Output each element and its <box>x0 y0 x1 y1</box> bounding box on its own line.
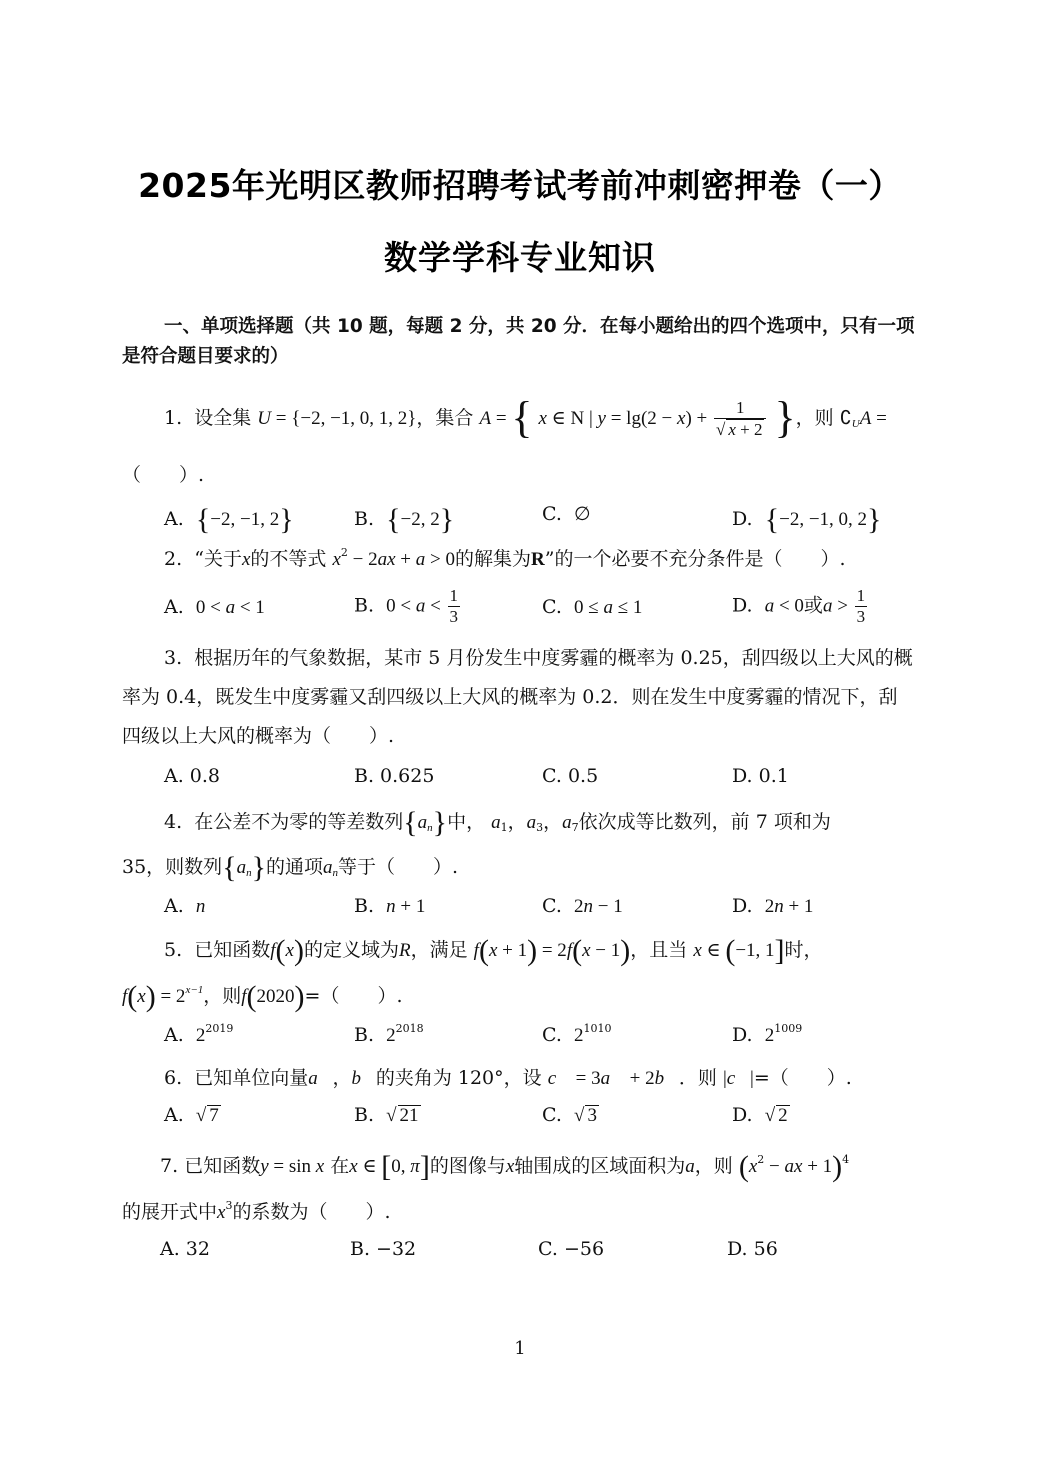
question-7-stem-cont: 的展开式中$x^3$的系数为（ ）. <box>122 1199 391 1223</box>
q6-option-c: C. √ 3 <box>542 1104 597 1126</box>
q5-option-a: A. $2^{2019}$ <box>164 1022 234 1046</box>
question-5-stem-cont: $f(x) = 2^{x-1}$，则f(2020)=（ ）. <box>122 980 403 1013</box>
q4-option-a: A. n <box>164 895 206 917</box>
question-1-stem: 1. 设全集 U = {−2, −1, 0, 1, 2}，集合 A = { x ∈ N | y = lg(2 − x) + $\frac{1}{√ x + 2}$ }，则 $∁_UA$ = <box>164 393 887 442</box>
q4-option-b: B. n + 1 <box>354 895 426 917</box>
q7-option-c: C. −56 <box>538 1238 605 1260</box>
q1-option-a: A. {−2, −1, 2} <box>164 503 294 536</box>
question-4-stem: 4. 在公差不为零的等差数列$\{a_n\}$中， $a_1$，$a_3$，$a_7$依次成等比数列，前 7 项和为 <box>164 806 831 839</box>
q2-option-a: A. 0 < a < 1 <box>164 596 265 618</box>
question-2-stem: 2. “关于x的不等式 $x^2 - 2ax + a > 0$的解集为R”的一个必要不充分条件是（ ）. <box>164 546 846 570</box>
q1-option-d: D. {−2, −1, 0, 2} <box>732 503 882 536</box>
exam-title: 2025年光明区教师招聘考试考前冲刺密押卷（一） <box>138 166 902 205</box>
q3-option-b: B. 0.625 <box>354 765 435 787</box>
q4-option-c: C. 2n − 1 <box>542 895 623 917</box>
question-6-stem: 6. 已知单位向量a⃗，b⃗的夹角为 120°，设 c⃗ = 3a⃗ + 2b⃗．则 |c⃗|=（ ）. <box>164 1067 852 1089</box>
question-5-stem: 5. 已知函数f(x)的定义域为R，满足 f(x + 1) = 2f(x − 1)，且当 x ∈ (−1, 1]时， <box>164 934 823 967</box>
q5-option-c: C. $2^{1010}$ <box>542 1022 612 1046</box>
q6-option-a: A. √ 7 <box>164 1104 219 1126</box>
question-1-blank: （ ）. <box>122 464 205 486</box>
question-7-stem: 7. 已知函数y = sin x 在x ∈ [0, π]的图像与x轴围成的区域面积为a，则 ($x^2$ − ax + 1)$^4$ <box>160 1150 850 1183</box>
q3-option-d: D. 0.1 <box>732 765 789 787</box>
q3-option-a: A. 0.8 <box>164 765 221 787</box>
q1-option-c: C. ∅ <box>542 503 591 525</box>
q1-option-b: B. {−2, 2} <box>354 503 455 536</box>
question-4-stem-cont: 35，则数列$\{a_n\}$的通项$a_n$等于（ ）. <box>122 851 459 884</box>
page-number: 1 <box>514 1338 526 1359</box>
exam-subtitle: 数学学科专业知识 <box>384 238 656 277</box>
q7-option-a: A. 32 <box>160 1238 210 1260</box>
q3-option-c: C. 0.5 <box>542 765 599 787</box>
q6-option-b: B. √ 21 <box>354 1104 419 1126</box>
q2-option-d: D. a < 0或a > $\frac{1}{3}$ <box>732 586 866 626</box>
q5-option-d: D. $2^{1009}$ <box>732 1022 803 1046</box>
q7-option-d: D. 56 <box>727 1238 778 1260</box>
section-heading: 一、单项选择题（共 10 题，每题 2 分，共 20 分．在每小题给出的四个选项中，只有一项是符合题目要求的） <box>122 316 915 367</box>
q4-option-d: D. 2n + 1 <box>732 895 814 917</box>
q5-option-b: B. $2^{2018}$ <box>354 1022 424 1046</box>
q6-option-d: D. √ 2 <box>732 1104 788 1126</box>
q2-option-b: B. 0 < a < $\frac{1}{3}$ <box>354 586 459 626</box>
question-3-stem: 3. 根据历年的气象数据，某市 5 月份发生中度雾霾的概率为 0.25，刮四级以上大风的概率为 0.4，既发生中度雾霾又刮四级以上大风的概率为 0.2．则在发生中度雾霾的情况下，刮四级以上大风的概率为（ ）. <box>122 647 913 747</box>
q7-option-b: B. −32 <box>350 1238 417 1260</box>
q2-option-c: C. 0 ≤ a ≤ 1 <box>542 596 643 618</box>
